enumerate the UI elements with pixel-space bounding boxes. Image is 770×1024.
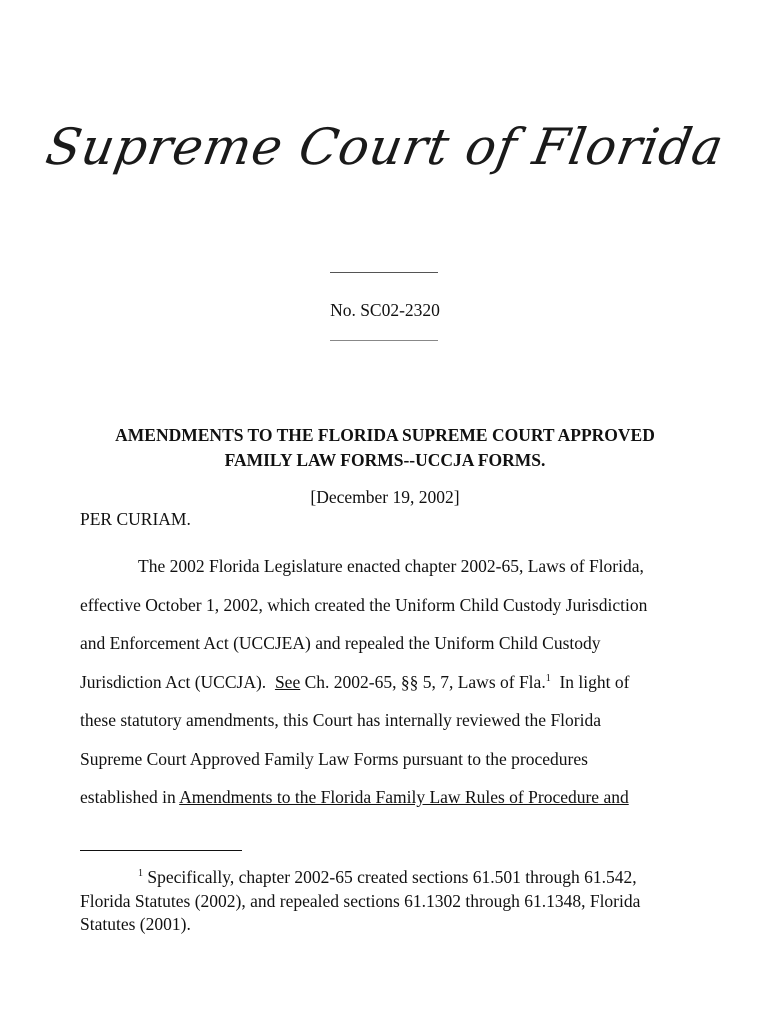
case-number: No. SC02-2320 xyxy=(330,300,440,320)
heading-line-1: AMENDMENTS TO THE FLORIDA SUPREME COURT APPROVED xyxy=(115,425,655,445)
body-text-segment: Ch. 2002-65, §§ 5, 7, Laws of Fla. xyxy=(300,671,546,692)
body-line xyxy=(80,778,690,817)
footnote-line: Florida Statutes (2002), and repealed sections 61.1302 through 61.1348, Florida xyxy=(80,890,641,911)
footnote-reference[interactable]: 1 xyxy=(545,672,551,684)
body-line: these statutory amendments, this Court has internally reviewed the Florida xyxy=(80,710,601,730)
footnote-separator xyxy=(80,850,242,851)
court-title: Supreme Court of Florida xyxy=(41,118,729,176)
heading-line-2: FAMILY LAW FORMS--UCCJA FORMS. xyxy=(224,450,546,470)
body-line: and Enforcement Act (UCCJEA) and repealed the Uniform Child Custody xyxy=(80,633,601,653)
body-text-segment: established in xyxy=(80,787,180,807)
decision-date: [December 19, 2002] xyxy=(310,487,460,507)
case-number-bottom-rule xyxy=(330,340,438,341)
opinion-body xyxy=(80,547,690,817)
body-line: The 2002 Florida Legislature enacted chapter 2002-65, Laws of Florida, xyxy=(138,556,644,576)
footnote xyxy=(80,866,690,937)
body-text-segment: In light of xyxy=(550,671,630,692)
body-text-segment: Jurisdiction Act (UCCJA). xyxy=(80,671,275,692)
body-line: effective October 1, 2002, which created the Uniform Child Custody Jurisdiction xyxy=(80,594,648,615)
footnote-line xyxy=(80,866,690,890)
footnote-marker: 1 xyxy=(138,868,143,879)
footnote-text: Specifically, chapter 2002-65 created sections 61.501 through 61.542, xyxy=(143,867,637,887)
case-number-top-rule xyxy=(330,272,438,273)
opinion-heading xyxy=(60,423,710,473)
per-curiam-label: PER CURIAM. xyxy=(80,509,191,529)
see-signal: See xyxy=(274,671,301,692)
footnote-line: Statutes (2001). xyxy=(80,914,191,934)
body-line xyxy=(80,663,690,702)
case-citation: Amendments to the Florida Family Law Rules of Procedure and xyxy=(179,787,629,807)
body-line: Supreme Court Approved Family Law Forms pursuant to the procedures xyxy=(80,748,588,769)
